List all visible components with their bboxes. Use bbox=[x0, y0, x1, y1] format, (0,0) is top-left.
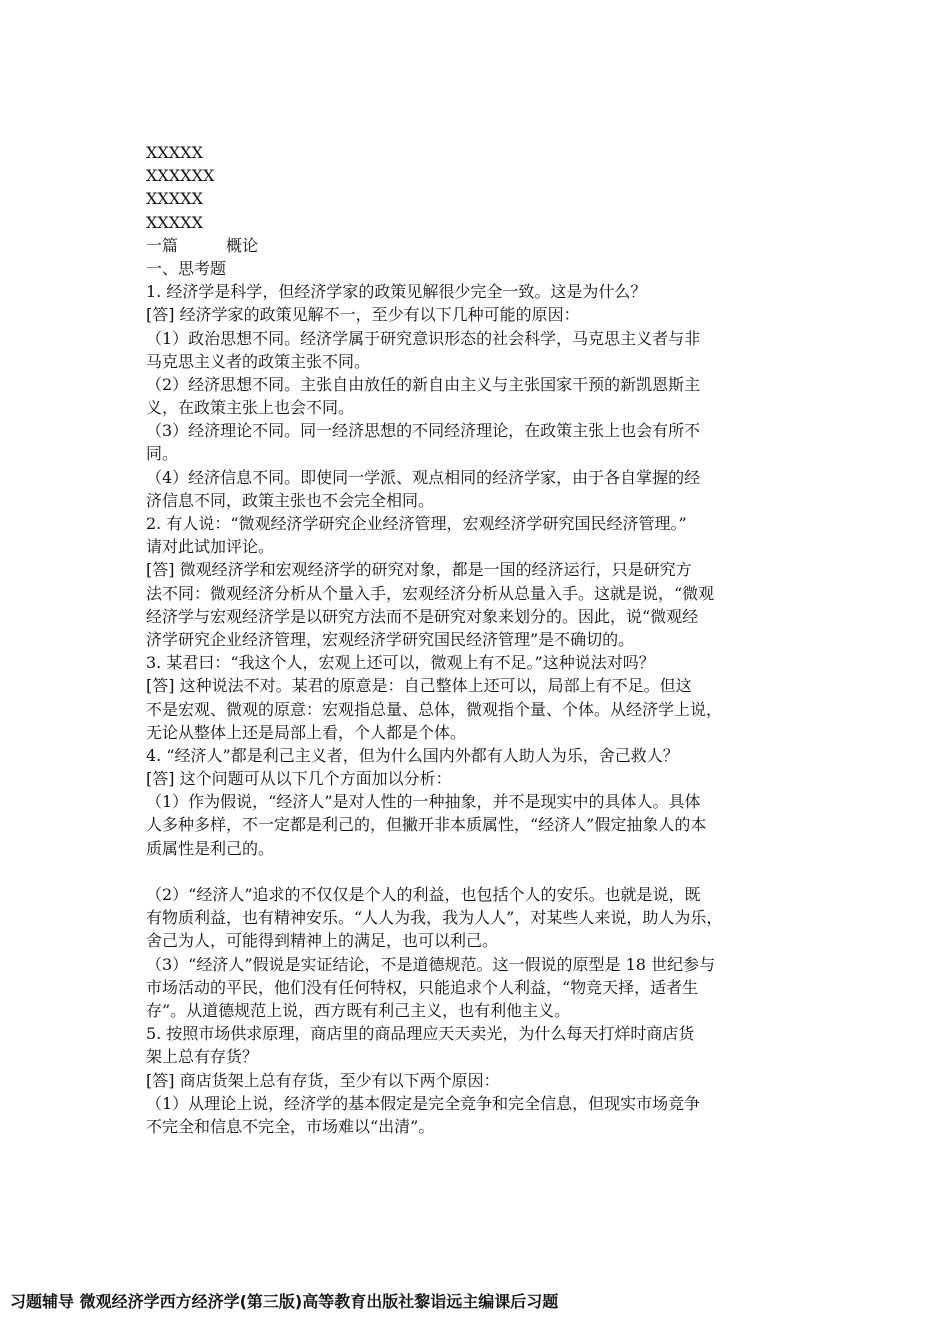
text-line: 有物质利益，也有精神安乐。“人人为我，我为人人”，对某些人来说，助人为乐， bbox=[146, 908, 723, 928]
text-line: [答] 这个问题可从以下几个方面加以分析： bbox=[146, 769, 452, 789]
text-line: [答] 微观经济学和宏观经济学的研究对象，都是一国的经济运行，只是研究方 bbox=[146, 560, 692, 580]
text-line: 5. 按照市场供求原理，商店里的商品理应天天卖光，为什么每天打烊时商店货 bbox=[146, 1024, 695, 1044]
text-line: 1. 经济学是科学，但经济学家的政策见解很少完全一致。这是为什么？ bbox=[146, 282, 647, 302]
text-line: （1）作为假说，“经济人”是对人性的一种抽象，并不是现实中的具体人。具体 bbox=[146, 792, 701, 812]
text-line: 3. 某君曰：“我这个人，宏观上还可以，微观上有不足。”这种说法对吗？ bbox=[146, 653, 655, 673]
text-line: 一、思考题 bbox=[146, 258, 227, 278]
text-line: 经济学与宏观经济学是以研究方法而不是研究对象来划分的。因此，说“微观经 bbox=[146, 606, 699, 626]
text-line: [答] 这种说法不对。某君的原意是：自己整体上还可以，局部上有不足。但这 bbox=[146, 676, 692, 696]
text-line: 不是宏观、微观的原意：宏观指总量、总体，微观指个量、个体。从经济学上说， bbox=[146, 699, 723, 719]
text-line: 不完全和信息不完全，市场难以“出清”。 bbox=[146, 1116, 435, 1136]
text-line: XXXXX bbox=[146, 212, 203, 232]
text-line: 法不同：微观经济分析从个量入手，宏观经济分析从总量入手。这就是说，“微观 bbox=[146, 583, 715, 603]
text-line: 架上总有存货？ bbox=[146, 1047, 259, 1067]
text-line: （1）政治思想不同。经济学属于研究意识形态的社会科学，马克思主义者与非 bbox=[146, 328, 701, 348]
document-body bbox=[146, 141, 808, 1138]
text-line: 马克思主义者的政策主张不同。 bbox=[146, 351, 371, 371]
text-line: 义，在政策主张上也会不同。 bbox=[146, 398, 355, 418]
text-line: XXXXX bbox=[146, 189, 203, 209]
text-line: 2. 有人说：“微观经济学研究企业经济管理，宏观经济学研究国民经济管理。” bbox=[146, 514, 687, 533]
text-line: （4）经济信息不同。即使同一学派、观点相同的经济学家，由于各自掌握的经 bbox=[146, 467, 701, 487]
text-line: 一篇 概论 bbox=[146, 235, 259, 255]
text-line: 济信息不同，政策主张也不会完全相同。 bbox=[146, 490, 435, 510]
text-line: 舍己为人，可能得到精神上的满足，也可以利己。 bbox=[146, 931, 499, 951]
text-line: 同。 bbox=[146, 444, 179, 464]
text-line: 市场活动的平民，他们没有任何特权，只能追求个人利益，“物竞天择，适者生 bbox=[146, 977, 699, 997]
text-line: （2）“经济人”追求的不仅仅是个人的利益，也包括个人的安乐。也就是说，既 bbox=[146, 885, 701, 904]
footer-caption: 习题辅导 微观经济学西方经济学(第三版)高等教育出版社黎诣远主编课后习题 bbox=[10, 1292, 559, 1311]
text-line: [答] 商店货架上总有存货，至少有以下两个原因： bbox=[146, 1070, 500, 1090]
text-line: 人多种多样，不一定都是利己的，但撇开非本质属性，“经济人”假定抽象人的本 bbox=[146, 815, 707, 835]
text-line: XXXXXX bbox=[146, 166, 215, 186]
text-line: （1）从理论上说，经济学的基本假定是完全竞争和完全信息，但现实市场竞争 bbox=[146, 1093, 701, 1113]
text-line: （3）“经济人”假说是实证结论，不是道德规范。这一假说的原型是 18 世纪参与 bbox=[146, 954, 716, 974]
text-line: （2）经济思想不同。主张自由放任的新自由主义与主张国家干预的新凯恩斯主 bbox=[146, 374, 701, 394]
text-line: 济学研究企业经济管理，宏观经济学研究国民经济管理”是不确切的。 bbox=[146, 629, 635, 649]
text-line: 请对此试加评论。 bbox=[146, 537, 275, 557]
text-line: [答] 经济学家的政策见解不一，至少有以下几种可能的原因： bbox=[146, 305, 580, 325]
blank-line bbox=[146, 860, 808, 883]
text-line: 无论从整体上还是局部上看，个人都是个体。 bbox=[146, 722, 467, 742]
text-line: XXXXX bbox=[146, 143, 203, 162]
text-line: 质属性是利己的。 bbox=[146, 838, 275, 858]
text-line: 4. “经济人”都是利己主义者，但为什么国内外都有人助人为乐，舍己救人？ bbox=[146, 745, 679, 765]
text-line: 存”。从道德规范上说，西方既有利己主义，也有利他主义。 bbox=[146, 1000, 571, 1020]
text-line: （3）经济理论不同。同一经济思想的不同经济理论，在政策主张上也会有所不 bbox=[146, 421, 701, 441]
